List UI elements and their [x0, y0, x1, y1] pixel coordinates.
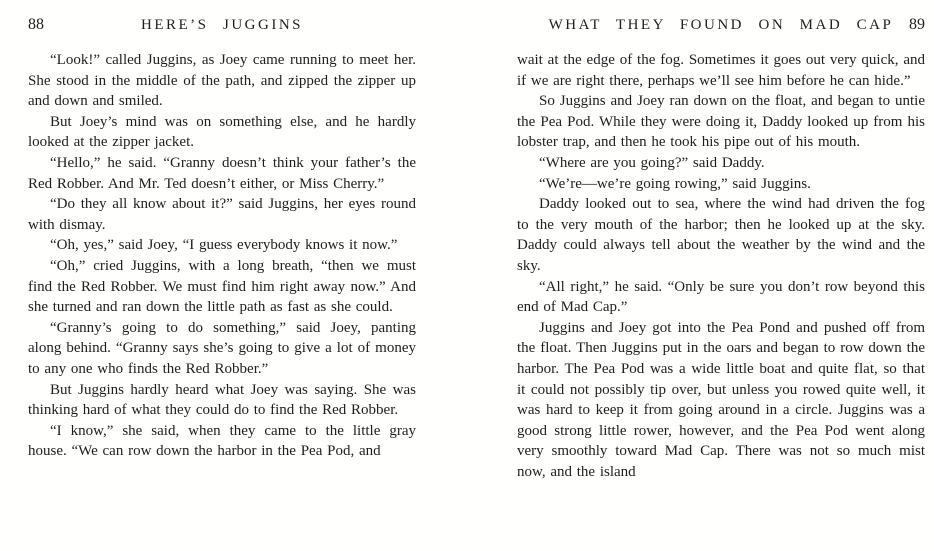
paragraph: “Oh, yes,” said Joey, “I guess everybody knows it now.”: [50, 237, 398, 254]
paragraph: “Look!” called Juggins, as Joey came running to meet her. She stood in the middle of the path, and zipped the zipper up and down and smiled.: [28, 52, 416, 110]
paragraph: “Hello,” he said. “Granny doesn’t think your father’s the Red Robber. And Mr. Ted doesn’t either, or Miss Cherry.”: [28, 154, 416, 192]
paragraph: wait at the edge of the fog. Sometimes it goes out very quick, and if we are right there, perhaps we’ll see him before he can hide.”: [517, 52, 925, 89]
paragraph: But Juggins hardly heard what Joey was saying. She was thinking hard of what they could do to find the Red Robber.: [28, 381, 416, 419]
running-title-left: HERE’S JUGGINS: [140, 17, 303, 33]
page-right: [517, 0, 925, 545]
paragraph: So Juggins and Joey ran down on the float, and began to untie the Pea Pod. While they were doing it, Daddy looked up from his lobster trap, and then he took his pipe out of his mouth.: [517, 93, 925, 151]
page-left: [28, 0, 416, 545]
paragraph: Daddy looked out to sea, where the wind had driven the fog to the very mouth of the harbor; then he looked up at the sky. Daddy could always tell about the weather by the wind and the sky.: [517, 196, 925, 274]
page-right-body: [517, 50, 925, 544]
page-number-right: 89: [909, 16, 925, 33]
paragraph: But Joey’s mind was on something else, and he hardly looked at the zipper jacket.: [28, 113, 416, 151]
paragraph: Juggins and Joey got into the Pea Pond and pushed off from the float. Then Juggins put in the oars and began to row down the harbor. The Pea Pod was a wide little boat and quite flat, so that it could not possibly tip over, but unless you rowed quite well, it was hard to keep it from going around in a circle. Juggins was a good strong little rower, however, and the Pea Pod went along very smoothly toward Mad Cap. There was not so much mist now, and the island: [517, 319, 925, 480]
running-title-right: WHAT THEY FOUND ON MAD CAP: [548, 17, 894, 33]
page-left-body: [28, 50, 416, 544]
paragraph: “Granny’s going to do something,” said Joey, panting along behind. “Granny says she’s going to give a lot of money to any one who finds the Red Robber.”: [28, 319, 416, 377]
paragraph: “Where are you going?” said Daddy.: [539, 154, 765, 171]
paragraph: “We’re—we’re going rowing,” said Juggins.: [539, 175, 811, 192]
paragraph: “All right,” he said. “Only be sure you don’t row beyond this end of Mad Cap.”: [517, 278, 925, 316]
paragraph: “Oh,” cried Juggins, with a long breath, “then we must find the Red Robber. We must find him right away now.” And she turned and ran down the little path as fast as she could.: [28, 257, 416, 316]
page-number-left: 88: [28, 16, 44, 33]
paragraph: “I know,” she said, when they came to the little gray house. “We can row down the harbor in the Pea Pod, and: [28, 422, 416, 460]
page-right-running-head: [517, 16, 925, 36]
page-left-running-head: [28, 16, 416, 36]
paragraph: “Do they all know about it?” said Juggins, her eyes round with dismay.: [28, 196, 416, 233]
